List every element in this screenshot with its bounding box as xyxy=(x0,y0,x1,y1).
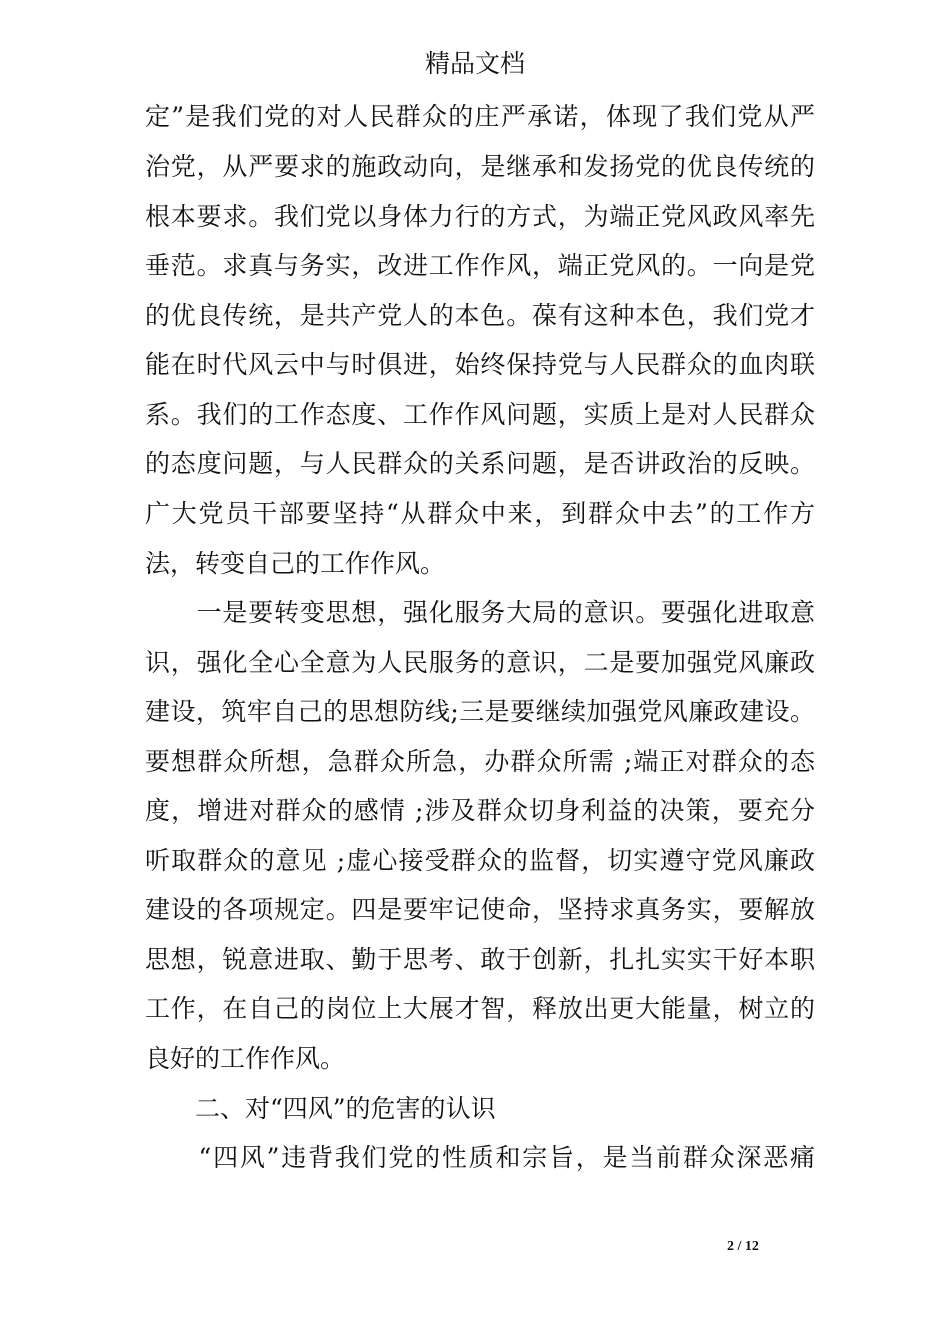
body-line: 的优良传统，是共产党人的本色。葆有这种本色，我们党才 xyxy=(145,301,815,330)
body-line: 识，强化全心全意为人民服务的意识，二是要加强党风廉政 xyxy=(145,648,815,677)
page-number: 2 / 12 xyxy=(727,1239,759,1254)
body-line: 治党，从严要求的施政动向，是继承和发扬党的优良传统的 xyxy=(145,152,815,181)
body-line: 根本要求。我们党以身体力行的方式，为端正党风政风率先 xyxy=(145,202,815,231)
body-line: 垂范。求真与务实，改进工作作风，端正党风的。一向是党 xyxy=(145,251,815,280)
body-line: 工作，在自己的岗位上大展才智，释放出更大能量，树立的 xyxy=(145,994,815,1023)
body-line: 要想群众所想，急群众所急，办群众所需 ;端正对群众的态 xyxy=(145,747,815,776)
body-line: 良好的工作作风。 xyxy=(145,1044,346,1073)
body-line: 建设，筑牢自己的思想防线;三是要继续加强党风廉政建设。 xyxy=(145,697,815,726)
body-line: “四风”违背我们党的性质和宗旨，是当前群众深恶痛 xyxy=(145,1143,815,1172)
body-line: 定”是我们党的对人民群众的庄严承诺，体现了我们党从严 xyxy=(145,102,815,131)
body-line: 一是要转变思想，强化服务大局的意识。要强化进取意 xyxy=(145,598,815,627)
body-line: 广大党员干部要坚持“从群众中来，到群众中去”的工作方 xyxy=(145,499,815,528)
body-line: 的态度问题，与人民群众的关系问题，是否讲政治的反映。 xyxy=(145,449,815,478)
body-line: 度，增进对群众的感情 ;涉及群众切身利益的决策，要充分 xyxy=(145,796,815,825)
body-line: 能在时代风云中与时俱进，始终保持党与人民群众的血肉联 xyxy=(145,350,815,379)
section-heading: 二、对“四风”的危害的认识 xyxy=(145,1094,496,1123)
body-line: 听取群众的意见 ;虚心接受群众的监督，切实遵守党风廉政 xyxy=(145,846,815,875)
body-line: 思想，锐意进取、勤于思考、敢于创新，扎扎实实干好本职 xyxy=(145,945,815,974)
body-line: 法，转变自己的工作作风。 xyxy=(145,549,446,578)
body-line: 建设的各项规定。四是要牢记使命，坚持求真务实，要解放 xyxy=(145,895,815,924)
page-header-title: 精品文档 xyxy=(424,49,525,78)
body-line: 系。我们的工作态度、工作作风问题，实质上是对人民群众 xyxy=(145,400,815,429)
